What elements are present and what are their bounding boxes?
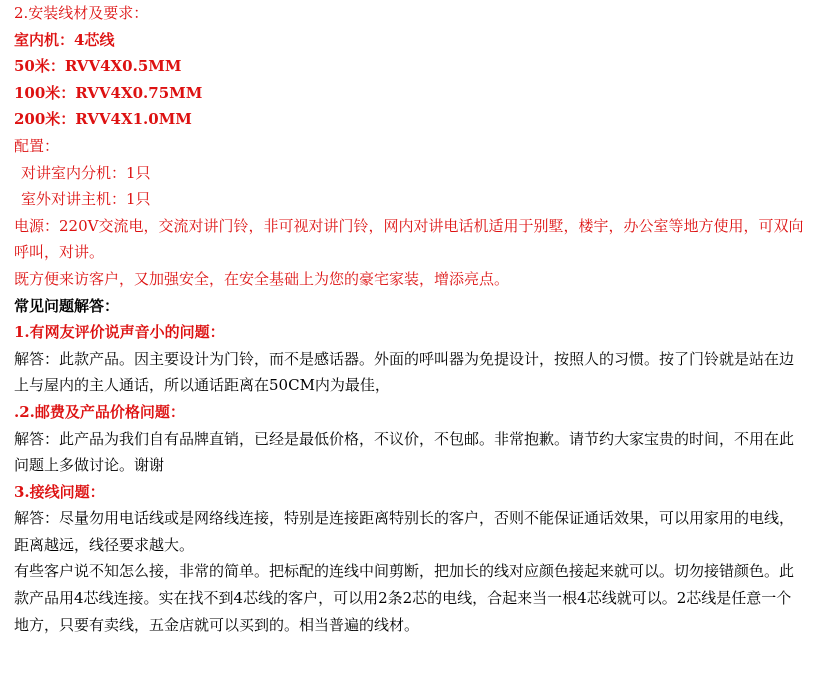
cable-spec-50m: 50米：RVV4X0.5MM <box>14 57 182 76</box>
faq-heading: 常见问题解答： <box>14 296 120 315</box>
faq-question-3: 3.接线问题： <box>14 482 105 501</box>
indoor-unit-spec: 室内机：4芯线 <box>14 30 115 49</box>
faq-answer-3: 解答：尽量勿用电话线或是网络线连接，特别是连接距离特别长的客户，否则不能保证通话效果，可以用家用的电线，距离越远，线径要求越大。 <box>14 509 795 554</box>
faq-answer-1: 解答：此款产品。因主要设计为门铃，而不是感话器。外面的呼叫器为免提设计，按照人的习惯。按了门铃就是站在边上与屋内的主人通话，所以通话距离在50CM内为最佳， <box>14 349 795 395</box>
promo-text: 既方便来访客户，又加强安全，在安全基础上为您的豪宅家装，增添亮点。 <box>14 269 510 288</box>
cable-spec-200m: 200米：RVV4X1.0MM <box>14 110 192 129</box>
config-heading: 配置： <box>14 136 60 155</box>
cable-spec-100m: 100米：RVV4X0.75MM <box>14 83 203 102</box>
faq-question-2: .2.邮费及产品价格问题： <box>14 402 185 421</box>
product-notes-document <box>14 0 804 638</box>
faq-answer-2: 解答：此产品为我们自有品牌直销，已经是最低价格，不议价，不包邮。非常抱歉。请节约大家宝贵的时间，不用在此问题上多做讨论。谢谢 <box>14 429 795 475</box>
power-description: 电源：220V交流电，交流对讲门铃，非可视对讲门铃，网内对讲电话机适用于别墅，楼宇，办公室等地方使用，可双向呼叫，对讲。 <box>14 216 804 262</box>
config-item-outdoor: 室外对讲主机：1只 <box>21 190 151 209</box>
config-item-indoor: 对讲室内分机：1只 <box>21 163 151 182</box>
faq-question-1: 1.有网友评价说声音小的问题： <box>14 323 225 342</box>
faq-answer-3-extra: 有些客户说不知怎么接，非常的简单。把标配的连线中间剪断，把加长的线对应颜色接起来就可以。切勿接错颜色。此款产品用4芯线连接。实在找不到4芯线的客户，可以用2条2芯的电线，合起来当一根4芯线就可以。2芯线是任意一个地方，只要有卖线，五金店就可以买到的。相当普遍的线材。 <box>14 562 795 634</box>
install-heading: 2.安装线材及要求： <box>14 4 149 22</box>
